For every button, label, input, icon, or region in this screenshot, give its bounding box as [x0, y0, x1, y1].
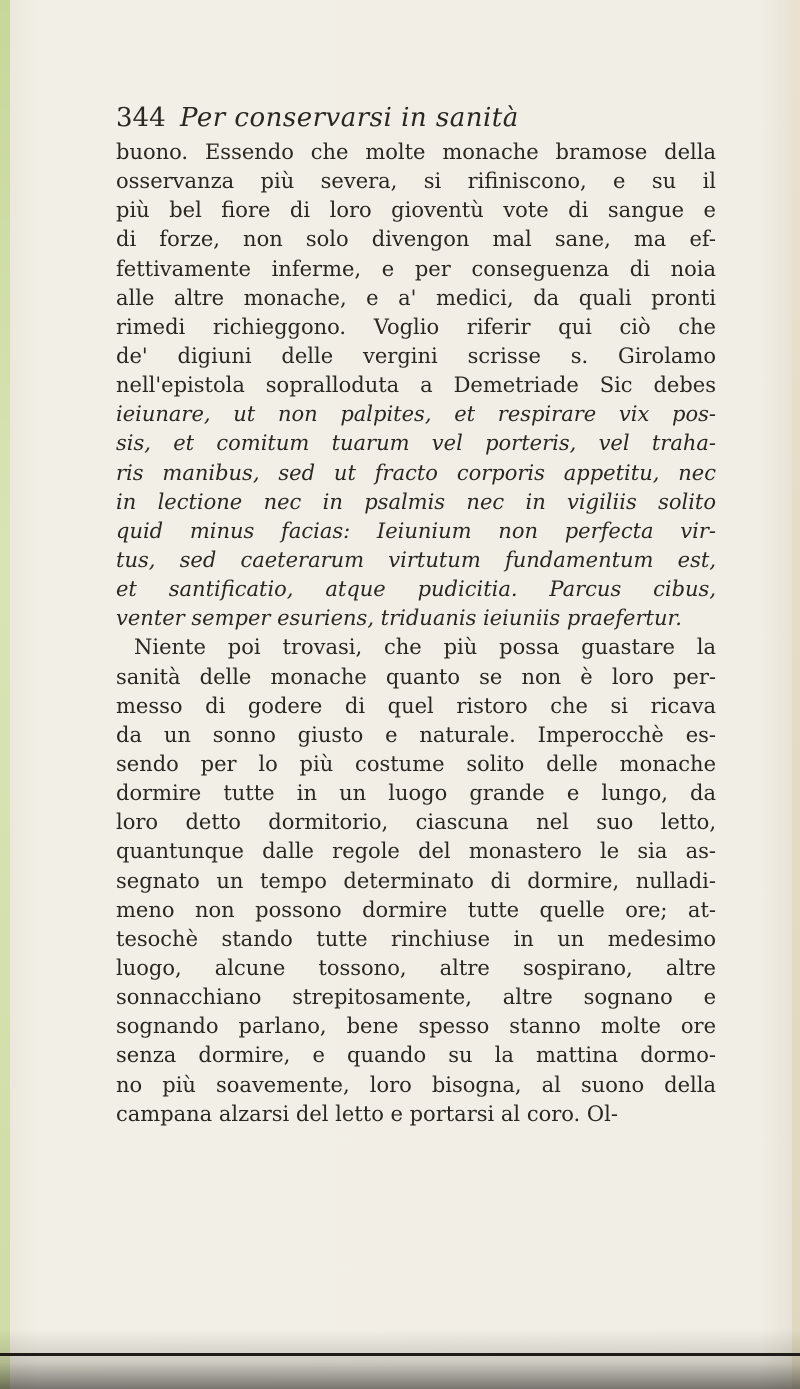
text-line: tesochè stando tutte rinchiuse in un medesimo [116, 926, 716, 951]
text-line: luogo, alcune tossono, altre sospirano, altre [116, 955, 716, 980]
page-binding-edge [0, 0, 10, 1389]
page-number: 344 [116, 103, 166, 133]
text-line: sendo per lo più costume solito delle monache [116, 751, 716, 776]
text-line: et santificatio, atque pudicitia. Parcus cibus, [116, 577, 716, 602]
text-line: de' digiuni delle vergini scrisse s. Girolamo [116, 343, 716, 368]
text-line: loro detto dormitorio, ciascuna nel suo letto, [116, 810, 716, 835]
text-line: meno non possono dormire tutte quelle ore; at- [116, 897, 716, 922]
running-title: Per conservarsi in sanità [180, 103, 519, 133]
text-line: ieiunare, ut non palpites, et respirare vix pos- [116, 402, 716, 427]
text-line: sanità delle monache quanto se non è loro per- [116, 664, 716, 689]
text-line: sognando parlano, bene spesso stanno molte ore [116, 1014, 716, 1039]
text-line: senza dormire, e quando su la mattina dormo- [116, 1043, 716, 1068]
text-line: tus, sed caeterarum virtutum fundamentum est, [116, 547, 716, 572]
text-line: Niente poi trovasi, che più possa guastare la [134, 635, 716, 660]
text-line: campana alzarsi del letto e portarsi al coro. Ol- [116, 1101, 618, 1126]
page-header [116, 100, 716, 136]
text-line: ris manibus, sed ut fracto corporis appetitu, nec [116, 460, 716, 485]
page-bottom-shadow [0, 1329, 800, 1389]
text-line: rimedi richieggono. Voglio riferir qui ciò che [116, 314, 716, 339]
page-bottom-rule [0, 1353, 800, 1356]
text-line: alle altre monache, e a' medici, da quali pronti [116, 285, 716, 310]
text-line: più bel fiore di loro gioventù vote di sangue e [116, 198, 716, 223]
text-line: nell'epistola sopralloduta a Demetriade Sic debes [116, 373, 716, 398]
text-line: fettivamente inferme, e per conseguenza di noia [116, 256, 716, 281]
text-line: quantunque dalle regole del monastero le sia as- [116, 839, 716, 864]
text-line: buono. Essendo che molte monache bramose della [116, 140, 716, 164]
text-line: segnato un tempo determinato di dormire, nulladi- [116, 868, 716, 893]
text-line: sonnacchiano strepitosamente, altre sognano e [116, 985, 716, 1010]
text-line: in lectione nec in psalmis nec in vigiliis solito [116, 489, 716, 514]
text-line: da un sonno giusto e naturale. Imperocchè es- [116, 722, 716, 747]
text-line: quid minus facias: Ieiunium non perfecta vir- [116, 518, 716, 543]
page-right-edge [792, 0, 800, 1389]
text-line: no più soavemente, loro bisogna, al suono della [116, 1072, 716, 1097]
body-text [116, 138, 716, 1129]
text-line: messo di godere di quel ristoro che si ricava [116, 693, 716, 718]
text-line: osservanza più severa, si rifiniscono, e su il [116, 169, 716, 194]
text-line: di forze, non solo divengon mal sane, ma ef- [116, 227, 716, 252]
text-line: dormire tutte in un luogo grande e lungo, da [116, 781, 716, 806]
text-line: sis, et comitum tuarum vel porteris, vel traha- [116, 431, 716, 456]
text-line: venter semper esuriens, triduanis ieiuniis praefertur. [116, 606, 682, 631]
